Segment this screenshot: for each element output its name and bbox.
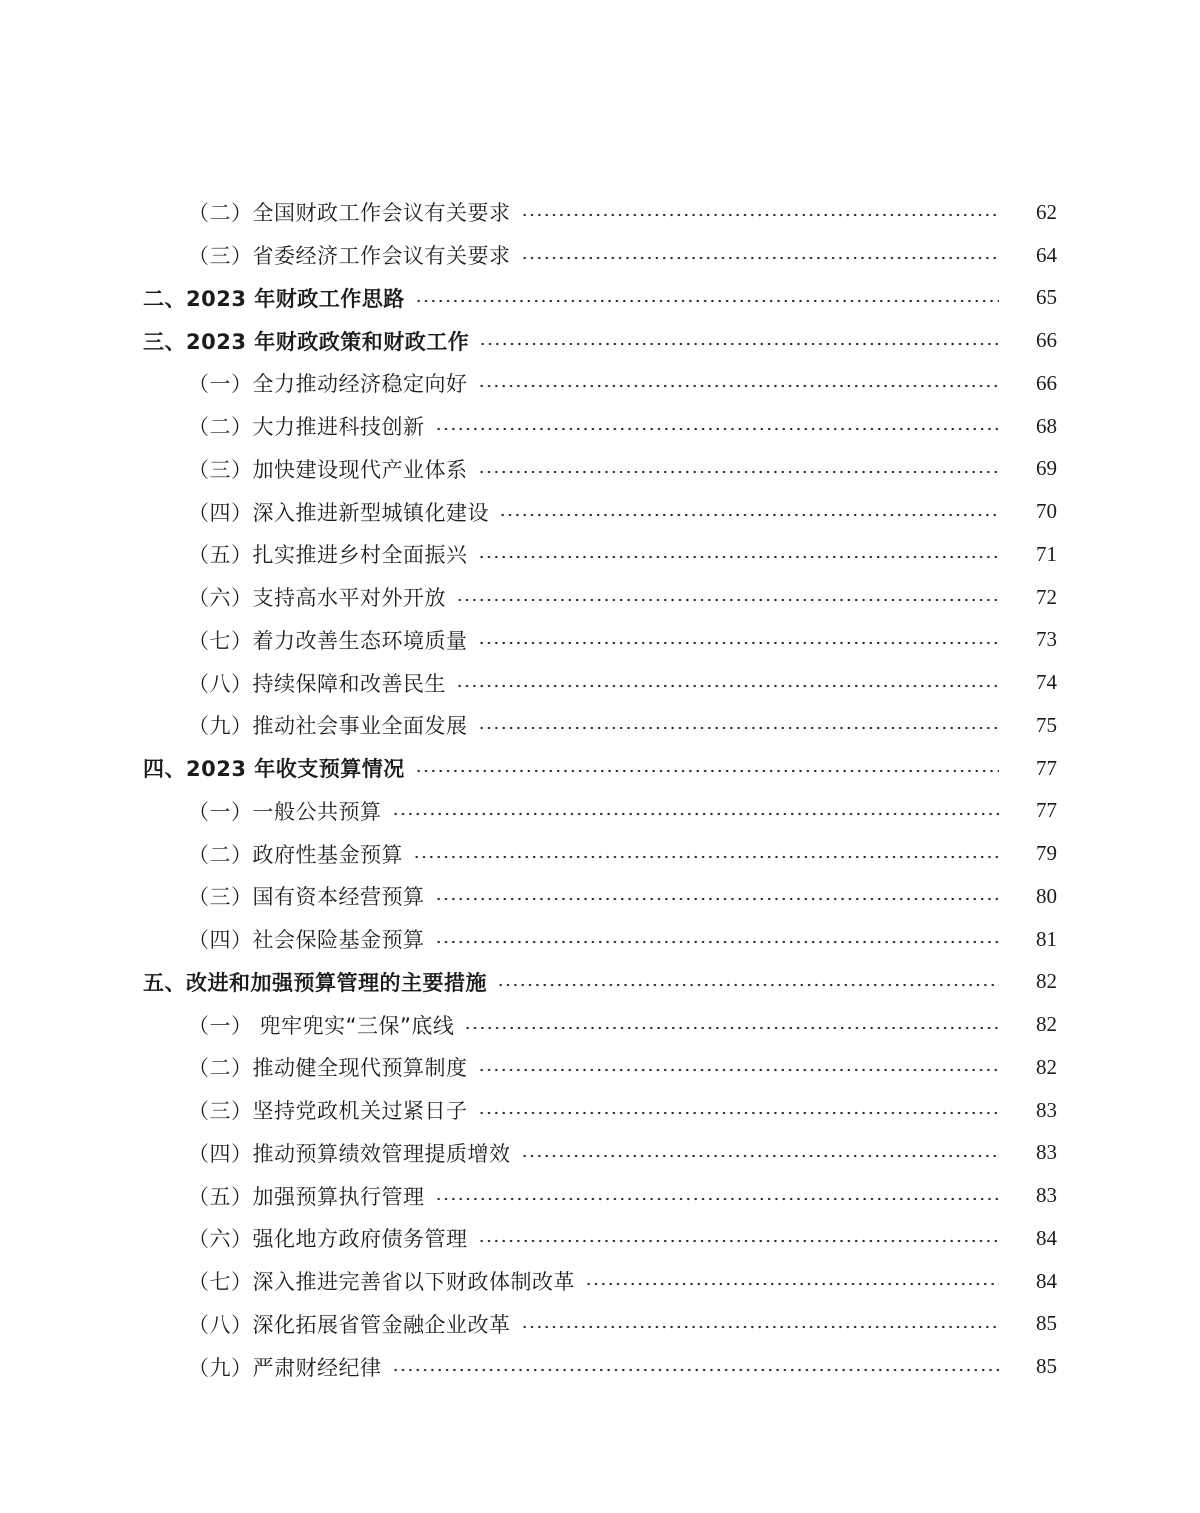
toc-entry-title: 二、2023 年财政工作思路	[143, 286, 405, 311]
toc-entry-title: （一）全力推动经济稳定向好	[188, 372, 468, 397]
toc-entry-page-number: 77	[1036, 755, 1057, 780]
dot-leader	[435, 940, 1000, 944]
toc-entry-title: （六）支持高水平对外开放	[188, 586, 446, 611]
dot-leader	[456, 598, 999, 602]
toc-section-entry	[0, 961, 1200, 1004]
toc-entry-page-number: 66	[1036, 328, 1057, 353]
toc-entry-page-number: 68	[1036, 413, 1057, 438]
toc-entry-page-number: 80	[1036, 883, 1057, 908]
toc-subsection-entry	[0, 619, 1200, 662]
toc-subsection-entry	[0, 1174, 1200, 1217]
toc-section-entry	[0, 319, 1200, 362]
toc-entry-title: （八）持续保障和改善民生	[188, 671, 446, 696]
dot-leader	[415, 299, 999, 303]
dot-leader	[413, 855, 999, 859]
toc-entry-page-number: 71	[1036, 541, 1057, 566]
toc-entry-title: （三）坚持党政机关过紧日子	[188, 1099, 468, 1124]
toc-subsection-entry	[0, 918, 1200, 961]
dot-leader	[478, 1239, 1000, 1243]
toc-entry-page-number: 85	[1036, 1354, 1057, 1379]
dot-leader	[521, 1154, 1000, 1158]
toc-entry-page-number: 83	[1036, 1097, 1057, 1122]
toc-entry-title: 五、改进和加强预算管理的主要措施	[143, 970, 487, 995]
toc-entry-title: （四）深入推进新型城镇化建设	[188, 500, 489, 525]
toc-entry-title: （二）政府性基金预算	[188, 842, 403, 867]
dot-leader	[521, 1325, 1000, 1329]
toc-entry-page-number: 82	[1036, 969, 1057, 994]
toc-subsection-entry	[0, 490, 1200, 533]
toc-entry-page-number: 64	[1036, 242, 1057, 267]
dot-leader	[435, 1197, 1000, 1201]
toc-entry-page-number: 82	[1036, 1054, 1057, 1079]
dot-leader	[521, 213, 1000, 217]
toc-entry-page-number: 73	[1036, 627, 1057, 652]
toc-subsection-entry	[0, 1132, 1200, 1175]
dot-leader	[585, 1282, 999, 1286]
toc-subsection-entry	[0, 790, 1200, 833]
toc-subsection-entry	[0, 704, 1200, 747]
toc-entry-title: （五）扎实推进乡村全面振兴	[188, 543, 468, 568]
toc-entry-title: （八）深化拓展省管金融企业改革	[188, 1312, 511, 1337]
toc-subsection-entry	[0, 1089, 1200, 1132]
toc-subsection-entry	[0, 234, 1200, 277]
toc-entry-title: （五）加强预算执行管理	[188, 1184, 425, 1209]
toc-subsection-entry	[0, 191, 1200, 234]
dot-leader	[464, 1026, 999, 1030]
toc-subsection-entry	[0, 1217, 1200, 1260]
toc-subsection-entry	[0, 362, 1200, 405]
dot-leader	[478, 641, 1000, 645]
toc-entry-title: （七）着力改善生态环境质量	[188, 628, 468, 653]
toc-entry-page-number: 84	[1036, 1268, 1057, 1293]
toc-subsection-entry	[0, 832, 1200, 875]
toc-entry-title: （四）社会保险基金预算	[188, 928, 425, 953]
toc-section-entry	[0, 747, 1200, 790]
toc-entry-title: （三）加快建设现代产业体系	[188, 457, 468, 482]
toc-entry-page-number: 62	[1036, 199, 1057, 224]
dot-leader	[478, 1111, 1000, 1115]
toc-entry-page-number: 75	[1036, 712, 1057, 737]
toc-subsection-entry	[0, 1303, 1200, 1346]
dot-leader	[392, 1368, 1000, 1372]
dot-leader	[435, 897, 1000, 901]
dot-leader	[478, 384, 1000, 388]
toc-section-entry	[0, 277, 1200, 320]
toc-entry-title: （九）严肃财经纪律	[188, 1355, 382, 1380]
toc-entry-page-number: 70	[1036, 499, 1057, 524]
toc-subsection-entry	[0, 576, 1200, 619]
toc-entry-title: （三）省委经济工作会议有关要求	[188, 244, 511, 269]
toc-subsection-entry	[0, 405, 1200, 448]
toc-entry-title: 三、2023 年财政政策和财政工作	[143, 329, 470, 354]
toc-entry-page-number: 83	[1036, 1140, 1057, 1165]
toc-entry-page-number: 74	[1036, 670, 1057, 695]
toc-entry-title: （三）国有资本经营预算	[188, 885, 425, 910]
toc-subsection-entry	[0, 875, 1200, 918]
toc-entry-page-number: 66	[1036, 370, 1057, 395]
dot-leader	[478, 470, 1000, 474]
toc-entry-title: （九）推动社会事业全面发展	[188, 714, 468, 739]
toc-entry-page-number: 82	[1036, 1012, 1057, 1037]
toc-entry-title: （二）推动健全现代预算制度	[188, 1056, 468, 1081]
dot-leader	[479, 342, 999, 346]
toc-entry-page-number: 84	[1036, 1225, 1057, 1250]
toc-entry-page-number: 77	[1036, 798, 1057, 823]
toc-subsection-entry	[0, 533, 1200, 576]
dot-leader	[478, 1068, 1000, 1072]
toc-entry-page-number: 65	[1036, 285, 1057, 310]
dot-leader	[435, 427, 1000, 431]
toc-subsection-entry	[0, 1260, 1200, 1303]
table-of-contents	[0, 191, 1200, 1388]
toc-entry-page-number: 83	[1036, 1183, 1057, 1208]
dot-leader	[497, 983, 999, 987]
toc-entry-title: （四）推动预算绩效管理提质增效	[188, 1141, 511, 1166]
toc-entry-title: （一） 兜牢兜实“三保”底线	[188, 1013, 455, 1038]
toc-entry-page-number: 81	[1036, 926, 1057, 951]
dot-leader	[392, 812, 1000, 816]
toc-entry-title: （六）强化地方政府债务管理	[188, 1227, 468, 1252]
dot-leader	[415, 769, 999, 773]
toc-entry-page-number: 79	[1036, 841, 1057, 866]
toc-entry-title: （一）一般公共预算	[188, 799, 382, 824]
dot-leader	[478, 726, 1000, 730]
toc-subsection-entry	[0, 661, 1200, 704]
toc-entry-page-number: 85	[1036, 1311, 1057, 1336]
toc-entry-page-number: 72	[1036, 584, 1057, 609]
toc-entry-title: 四、2023 年收支预算情况	[143, 757, 405, 782]
toc-entry-page-number: 69	[1036, 456, 1057, 481]
toc-entry-title: （二）大力推进科技创新	[188, 415, 425, 440]
toc-subsection-entry	[0, 448, 1200, 491]
toc-entry-title: （七）深入推进完善省以下财政体制改革	[188, 1270, 575, 1295]
toc-subsection-entry	[0, 1046, 1200, 1089]
dot-leader	[521, 256, 1000, 260]
dot-leader	[499, 513, 999, 517]
dot-leader	[456, 684, 999, 688]
dot-leader	[478, 555, 1000, 559]
toc-subsection-entry	[0, 1345, 1200, 1388]
toc-subsection-entry	[0, 1003, 1200, 1046]
toc-entry-title: （二）全国财政工作会议有关要求	[188, 201, 511, 226]
